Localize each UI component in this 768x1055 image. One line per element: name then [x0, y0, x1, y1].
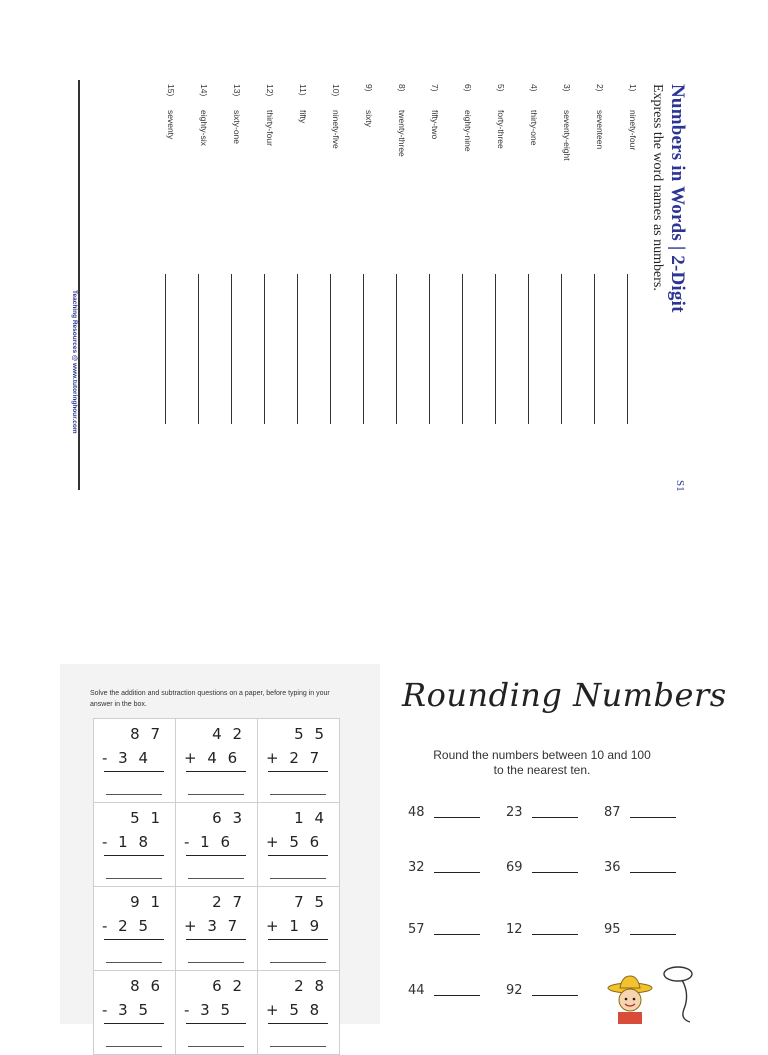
rounding-numbers-worksheet — [392, 664, 768, 1024]
rounding-question — [408, 983, 480, 998]
top-operand: 5 5 — [294, 725, 327, 743]
top-operand: 2 8 — [294, 977, 327, 995]
number-word: seventy — [166, 110, 176, 140]
answer-line[interactable] — [434, 995, 480, 996]
number-to-round: 32 — [408, 860, 425, 875]
problem-cell — [258, 887, 340, 971]
sum-bar — [104, 855, 164, 856]
number-word: eighty-nine — [463, 110, 473, 152]
bottom-operand: + 5 6 — [266, 833, 323, 851]
number-word: seventy-eight — [562, 110, 572, 161]
worksheet-title: Rounding Numbers — [402, 676, 727, 714]
top-operand: 4 2 — [212, 725, 245, 743]
answer-line[interactable] — [188, 1046, 244, 1047]
sum-bar — [268, 855, 328, 856]
top-operand: 2 7 — [212, 893, 245, 911]
sum-bar — [268, 939, 328, 940]
bottom-operand: - 1 8 — [102, 833, 152, 851]
bottom-operand: - 2 5 — [102, 917, 152, 935]
lasso-icon — [660, 964, 700, 1024]
rounding-question — [506, 860, 578, 875]
question-number: 10) — [331, 84, 341, 97]
answer-line[interactable] — [630, 934, 676, 935]
question-row — [290, 84, 308, 484]
question-row — [455, 84, 473, 484]
bottom-operand: - 1 6 — [184, 833, 234, 851]
number-word: fifty — [298, 110, 308, 124]
answer-line[interactable] — [396, 274, 397, 424]
rounding-question — [408, 805, 480, 820]
top-operand: 6 2 — [212, 977, 245, 995]
answer-line[interactable] — [532, 872, 578, 873]
answer-line[interactable] — [188, 878, 244, 879]
number-to-round: 69 — [506, 860, 523, 875]
question-number: 11) — [298, 84, 308, 96]
question-number: 8) — [397, 84, 407, 92]
top-operand: 7 5 — [294, 893, 327, 911]
top-operand: 6 3 — [212, 809, 245, 827]
problem-cell — [176, 971, 258, 1055]
number-to-round: 44 — [408, 983, 425, 998]
rounding-question — [506, 922, 578, 937]
number-word: eighty-six — [199, 110, 209, 146]
problem-row — [94, 971, 340, 1055]
problem-cell — [94, 803, 176, 887]
answer-line[interactable] — [106, 1046, 162, 1047]
answer-line[interactable] — [630, 872, 676, 873]
number-word: ninety-five — [331, 110, 341, 149]
answer-line[interactable] — [106, 794, 162, 795]
answer-line[interactable] — [532, 817, 578, 818]
problem-row — [94, 719, 340, 803]
question-row — [356, 84, 374, 484]
question-number: 2) — [595, 84, 605, 92]
answer-line[interactable] — [270, 794, 326, 795]
bottom-operand: - 3 5 — [184, 1001, 234, 1019]
problem-cell — [94, 971, 176, 1055]
number-word: twenty-three — [397, 110, 407, 157]
answer-line[interactable] — [528, 274, 529, 424]
answer-line[interactable] — [231, 274, 232, 424]
question-number: 12) — [265, 84, 275, 97]
question-row — [521, 84, 539, 484]
number-to-round: 87 — [604, 805, 621, 820]
question-row — [158, 84, 176, 484]
question-row — [554, 84, 572, 484]
answer-line[interactable] — [594, 274, 595, 424]
question-row — [257, 84, 275, 484]
answer-line[interactable] — [330, 274, 331, 424]
number-word: fifty-two — [430, 110, 440, 140]
problem-cell — [258, 719, 340, 803]
problem-row — [94, 803, 340, 887]
question-number: 5) — [496, 84, 506, 92]
number-to-round: 23 — [506, 805, 523, 820]
bottom-operand: + 5 8 — [266, 1001, 323, 1019]
problem-grid — [93, 718, 340, 1055]
problem-cell — [258, 971, 340, 1055]
problem-cell — [176, 887, 258, 971]
sum-bar — [104, 939, 164, 940]
answer-line[interactable] — [532, 934, 578, 935]
question-row — [587, 84, 605, 484]
question-number: 14) — [199, 84, 209, 97]
problem-cell — [94, 719, 176, 803]
instruction-line: to the nearest ten. — [493, 763, 591, 777]
rounding-question — [604, 805, 676, 820]
rounding-question — [604, 860, 676, 875]
question-row — [389, 84, 407, 484]
problem-row — [94, 887, 340, 971]
question-number: 13) — [232, 84, 242, 97]
worksheet-instructions: Solve the addition and subtraction questions on a paper, before typing in your answer in the box. — [90, 690, 330, 708]
question-number: 7) — [430, 84, 440, 92]
answer-line[interactable] — [434, 817, 480, 818]
question-row — [323, 84, 341, 484]
sum-bar — [186, 939, 246, 940]
answer-line[interactable] — [106, 878, 162, 879]
number-to-round: 36 — [604, 860, 621, 875]
addition-subtraction-worksheet — [60, 664, 380, 1024]
worksheet-code: S1 — [674, 480, 686, 492]
top-operand: 9 1 — [130, 893, 163, 911]
answer-line[interactable] — [165, 274, 166, 424]
answer-line[interactable] — [188, 962, 244, 963]
sum-bar — [268, 771, 328, 772]
bottom-operand: + 1 9 — [266, 917, 323, 935]
answer-line[interactable] — [627, 274, 628, 424]
sum-bar — [186, 771, 246, 772]
number-word: forty-three — [496, 110, 506, 149]
answer-line[interactable] — [270, 962, 326, 963]
question-row — [620, 84, 638, 484]
number-to-round: 95 — [604, 922, 621, 937]
question-row — [422, 84, 440, 484]
answer-line[interactable] — [270, 878, 326, 879]
question-number: 15) — [166, 84, 176, 97]
number-to-round: 48 — [408, 805, 425, 820]
question-row — [191, 84, 209, 484]
number-word: sixty — [364, 110, 374, 127]
number-word: seventeen — [595, 110, 605, 150]
answer-line[interactable] — [198, 274, 199, 424]
question-number: 3) — [562, 84, 572, 92]
answer-line[interactable] — [429, 274, 430, 424]
answer-line[interactable] — [462, 274, 463, 424]
number-word: ninety-four — [628, 110, 638, 151]
question-number: 9) — [364, 84, 374, 92]
bottom-operand: + 2 7 — [266, 749, 323, 767]
answer-line[interactable] — [297, 274, 298, 424]
worksheet-instructions: Express the word names as numbers. — [650, 84, 665, 291]
answer-line[interactable] — [434, 872, 480, 873]
top-operand: 8 6 — [130, 977, 163, 995]
bottom-operand: + 3 7 — [184, 917, 241, 935]
number-to-round: 57 — [408, 922, 425, 937]
bottom-operand: + 4 6 — [184, 749, 241, 767]
number-word: thirty-four — [265, 110, 275, 146]
answer-line[interactable] — [363, 274, 364, 424]
problem-cell — [176, 719, 258, 803]
question-number: 1) — [628, 84, 638, 92]
rounding-question — [506, 805, 578, 820]
answer-line[interactable] — [264, 274, 265, 424]
question-number: 4) — [529, 84, 539, 92]
numbers-in-words-worksheet — [70, 80, 690, 500]
instruction-line: Round the numbers between 10 and 100 — [433, 748, 651, 762]
question-row — [488, 84, 506, 484]
answer-line[interactable] — [532, 995, 578, 996]
rounding-question — [604, 922, 676, 937]
problem-cell — [258, 803, 340, 887]
sum-bar — [104, 771, 164, 772]
answer-line[interactable] — [434, 934, 480, 935]
answer-line[interactable] — [561, 274, 562, 424]
rounding-question — [506, 983, 578, 998]
answer-line[interactable] — [188, 794, 244, 795]
answer-line[interactable] — [630, 817, 676, 818]
rounding-question — [408, 922, 480, 937]
rounding-question — [408, 860, 480, 875]
top-operand: 8 7 — [130, 725, 163, 743]
bottom-operand: - 3 5 — [102, 1001, 152, 1019]
answer-line[interactable] — [270, 1046, 326, 1047]
bottom-operand: - 3 4 — [102, 749, 152, 767]
top-operand: 1 4 — [294, 809, 327, 827]
number-word: thirty-one — [529, 110, 539, 146]
answer-line[interactable] — [495, 274, 496, 424]
worksheet-instructions — [412, 748, 672, 778]
answer-line[interactable] — [106, 962, 162, 963]
top-operand: 5 1 — [130, 809, 163, 827]
question-number: 6) — [463, 84, 473, 92]
number-word: sixty-one — [232, 110, 242, 145]
divider — [79, 80, 81, 490]
number-to-round: 92 — [506, 983, 523, 998]
problem-cell — [94, 887, 176, 971]
sum-bar — [186, 855, 246, 856]
number-to-round: 12 — [506, 922, 523, 937]
question-row — [224, 84, 242, 484]
problem-cell — [176, 803, 258, 887]
cowboy-icon — [600, 974, 660, 1024]
worksheet-title: Numbers in Words | 2-Digit — [667, 84, 688, 313]
footer-credit: Teaching Resources @ www.tutoringhour.com — [71, 290, 78, 434]
